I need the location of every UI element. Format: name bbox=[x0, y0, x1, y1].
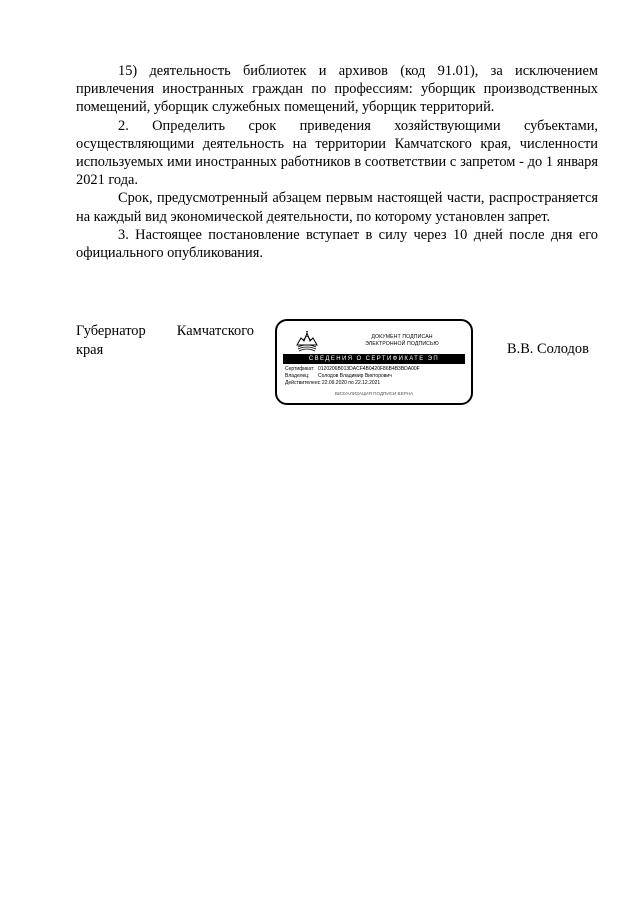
stamp-row-valid bbox=[285, 380, 469, 387]
stamp-header-line2: ЭЛЕКТРОННОЙ ПОДПИСЬЮ bbox=[365, 340, 439, 347]
stamp-valid-label: Действителен: bbox=[285, 380, 319, 386]
paragraph-item-15: 15) деятельность библиотек и архивов (код 91.01), за исключением привлечения иностранных граждан по профессиям: уборщик производственных помещений, уборщик служебных помещений, уборщик территорий. bbox=[76, 63, 598, 116]
paragraph-item-3: 3. Настоящее постановление вступает в силу через 10 дней после дня его официального опубликования. bbox=[76, 226, 598, 262]
e-signature-stamp bbox=[275, 319, 473, 405]
stamp-header-line1: ДОКУМЕНТ ПОДПИСАН bbox=[371, 334, 433, 340]
paragraph-term: Срок, предусмотренный абзацем первым настоящей части, распространяется на каждый вид экономической деятельности, по которому установлен запрет. bbox=[76, 190, 598, 225]
stamp-owner-value: Солодов Владимир Викторович bbox=[318, 373, 392, 379]
stamp-owner-label: Владелец: bbox=[285, 373, 310, 379]
signer-position-line2: края bbox=[76, 341, 104, 358]
stamp-cert-value: 0120206B013DACF4B0420F86B4B3BDA00F bbox=[318, 366, 420, 372]
signer-position-line1: Губернатор Камчатского bbox=[76, 323, 254, 339]
stamp-row-owner bbox=[285, 373, 469, 380]
stamp-cert-label: Сертификат: bbox=[285, 366, 315, 372]
paragraph-item-2: 2. Определить срок приведения хозяйствующими субъектами, осуществляющими деятельность на территории Камчатского края, численности используемых ими иностранных работников в соответствии с запретом - до 1 января 2021 года. bbox=[76, 117, 598, 189]
stamp-row-certificate bbox=[285, 366, 469, 373]
stamp-header bbox=[337, 334, 467, 347]
stamp-footer: ВИЗУАЛИЗАЦИЯ ПОДПИСИ ВЕРНА bbox=[334, 391, 414, 396]
signer-position bbox=[76, 322, 254, 359]
document-body bbox=[76, 62, 598, 262]
kamchatka-emblem-icon bbox=[295, 329, 319, 353]
stamp-certificate-bar: СВЕДЕНИЯ О СЕРТИФИКАТЕ ЭП bbox=[283, 354, 465, 364]
stamp-details bbox=[285, 366, 469, 387]
signer-name: В.В. Солодов bbox=[507, 341, 589, 357]
stamp-valid-value: с 22.09.2020 по 22.12.2021 bbox=[318, 380, 381, 386]
